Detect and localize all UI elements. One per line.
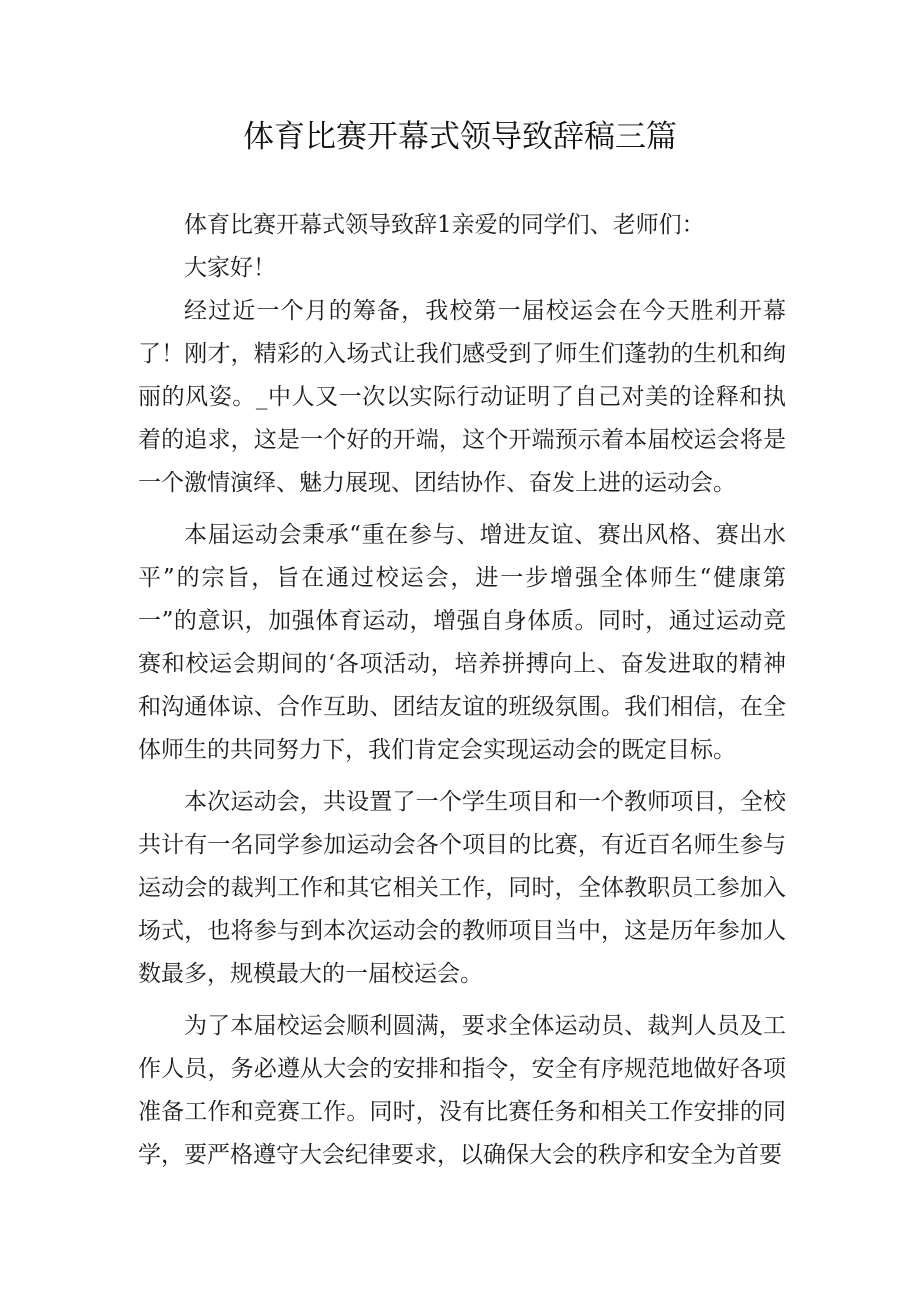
body-paragraph-greeting: 体育比赛开幕式领导致辞1亲爱的同学们、老师们： xyxy=(184,212,705,238)
body-paragraph: 经过近一个月的筹备，我校第一届校运会在今天胜利开幕了！刚才，精彩的入场式让我们感受到了师生们蓬勃的生机和绚丽的风姿。_中人又一次以实际行动证明了自己对美的诠释和执着的追求，这是一个好的开端，这个开端预示着本届校运会将是一个激情演绎、魅力展现、团结协作、奋发上进的运动会。 xyxy=(138,298,786,496)
body-paragraph: 本届运动会秉承“重在参与、增进友谊、赛出风格、赛出水平”的宗旨，旨在通过校运会，进一步增强全体师生“健康第一”的意识，加强体育运动，增强自身体质。同时，通过运动竞赛和校运会期间的‘各项活动，培养拼搏向上、奋发进取的精神和沟通体谅、合作互助、团结友谊的班级氛围。我们相信，在全体师生的共同努力下，我们肯定会实现运动会的既定目标。 xyxy=(138,522,786,763)
body-paragraph: 本次运动会，共设置了一个学生项目和一个教师项目，全校共计有一名同学参加运动会各个项目的比赛，有近百名师生参与运动会的裁判工作和其它相关工作，同时，全体教职员工参加入场式，也将参与到本次运动会的教师项目当中，这是历年参加人数最多，规模最大的一届校运会。 xyxy=(138,789,786,987)
document-body xyxy=(138,204,786,1177)
body-paragraph: 为了本届校运会顺利圆满，要求全体运动员、裁判人员及工作人员，务必遵从大会的安排和指令，安全有序规范地做好各项准备工作和竞赛工作。同时，没有比赛任务和相关工作安排的同学，要严格遵守大会纪律要求，以确保大会的秩序和安全为首要 xyxy=(138,1013,786,1168)
body-paragraph-salutation: 大家好！ xyxy=(184,255,276,281)
document-title: 体育比赛开幕式领导致辞稿三篇 xyxy=(243,119,677,155)
